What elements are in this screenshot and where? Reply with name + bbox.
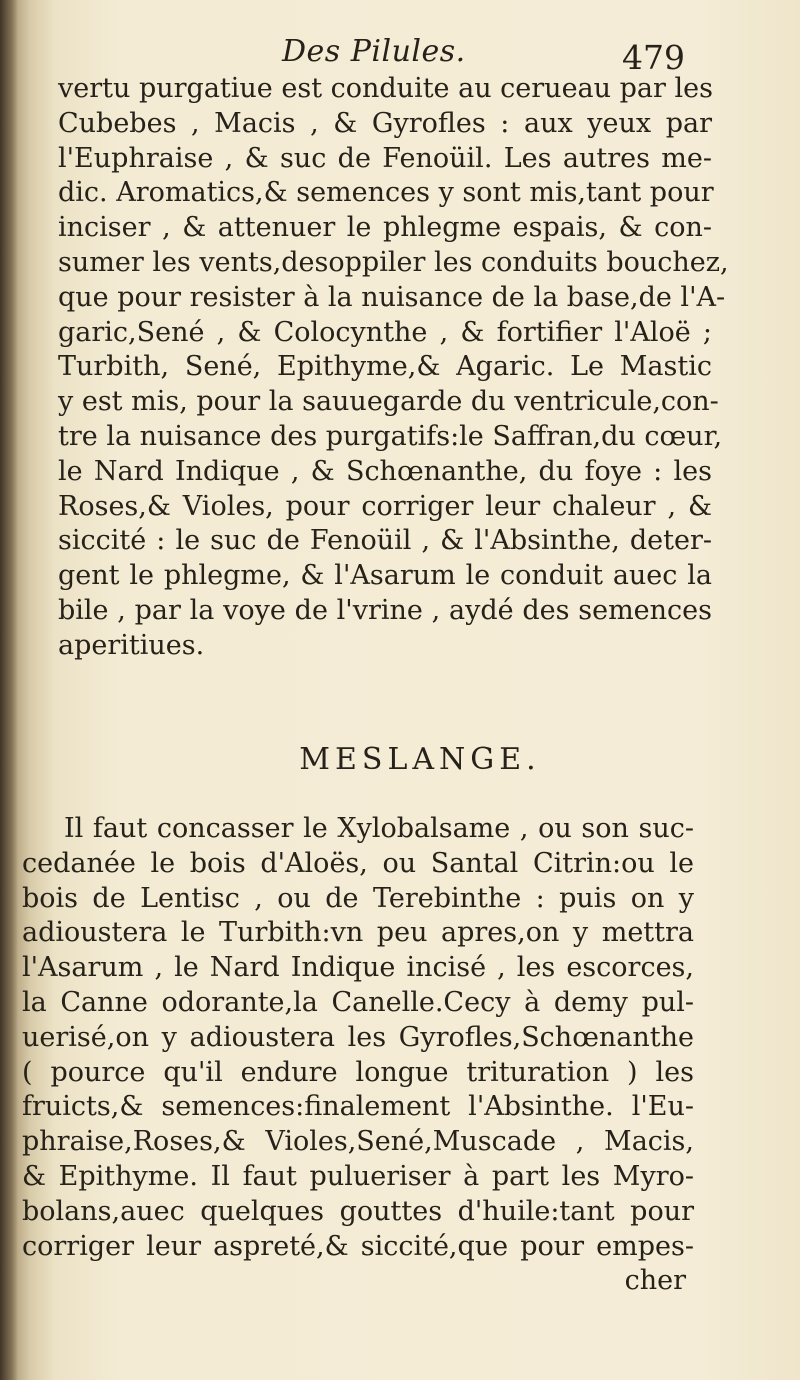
text-line: y est mis, pour la sauuegarde du ventricule,con- — [58, 386, 719, 418]
catchword: cher — [624, 1265, 686, 1297]
text-line: inciser , & attenuer le phlegme espais, & con- — [58, 212, 712, 244]
text-line: dic. Aromatics,& semences y sont mis,tant pour — [58, 177, 714, 209]
text-line: ( pource qu'il endure longue trituration ) les — [22, 1056, 694, 1088]
text-line: Roses,& Violes, pour corriger leur chaleur , & — [58, 490, 712, 522]
text-line: phraise,Roses,& Violes,Sené,Muscade , Macis, — [22, 1126, 694, 1158]
text-line: garic,Sené , & Colocynthe , & fortifier l'Aloë ; — [58, 316, 712, 348]
text-line: Turbith, Sené, Epithyme,& Agaric. Le Mastic — [58, 351, 712, 383]
text-line: l'Euphraise , & suc de Fenoüil. Les autres me- — [58, 142, 712, 174]
text-line: que pour resister à la nuisance de la base,de l'A- — [58, 281, 726, 313]
text-line: uerisé,on y adioustera les Gyrofles,Schœnanthe — [22, 1021, 694, 1053]
text-line: aperitiues. — [58, 629, 205, 661]
text-line: gent le phlegme, & l'Asarum le conduit auec la — [58, 560, 712, 592]
text-line: bolans,auec quelques gouttes d'huile:tant pour — [22, 1195, 694, 1227]
section-heading: MESLANGE. — [299, 742, 541, 777]
text-line: fruicts,& semences:finalement l'Absinthe. l'Eu- — [22, 1091, 694, 1123]
text-line: & Epithyme. Il faut pulueriser à part les Myro- — [22, 1160, 694, 1192]
text-line: l'Asarum , le Nard Indique incisé , les escorces, — [22, 952, 694, 984]
text-line: Il faut concasser le Xylobalsame , ou son suc- — [64, 813, 694, 844]
paragraph-1 — [40, 72, 729, 664]
page-number: 479 — [622, 38, 685, 77]
text-line: tre la nuisance des purgatifs:le Saffran,du cœur, — [58, 420, 723, 452]
paragraph-2 — [22, 812, 694, 1299]
gutter-shadow — [0, 0, 18, 1380]
text-line: bile , par la voye de l'vrine , aydé des semences — [58, 594, 712, 626]
text-line: vertu purgatiue est conduite au cerueau par les — [58, 73, 713, 104]
text-line: siccité : le suc de Fenoüil , & l'Absinthe, deter- — [58, 525, 712, 557]
text-line: corriger leur aspreté,& siccité,que pour empes- — [22, 1230, 694, 1262]
text-line: Cubebes , Macis , & Gyrofles : aux yeux par — [58, 107, 712, 139]
text-line: bois de Lentisc , ou de Terebinthe : puis on y — [22, 882, 694, 914]
text-line: le Nard Indique , & Schœnanthe, du foye : les — [58, 455, 712, 487]
text-line: cedanée le bois d'Aloës, ou Santal Citrin:ou le — [22, 847, 694, 879]
text-line: adioustera le Turbith:vn peu apres,on y mettra — [22, 917, 694, 949]
text-line: sumer les vents,desoppiler les conduits bouchez, — [58, 246, 729, 278]
running-title: Des Pilules. — [282, 34, 466, 69]
text-line: la Canne odorante,la Canelle.Cecy à demy pul- — [22, 986, 694, 1018]
